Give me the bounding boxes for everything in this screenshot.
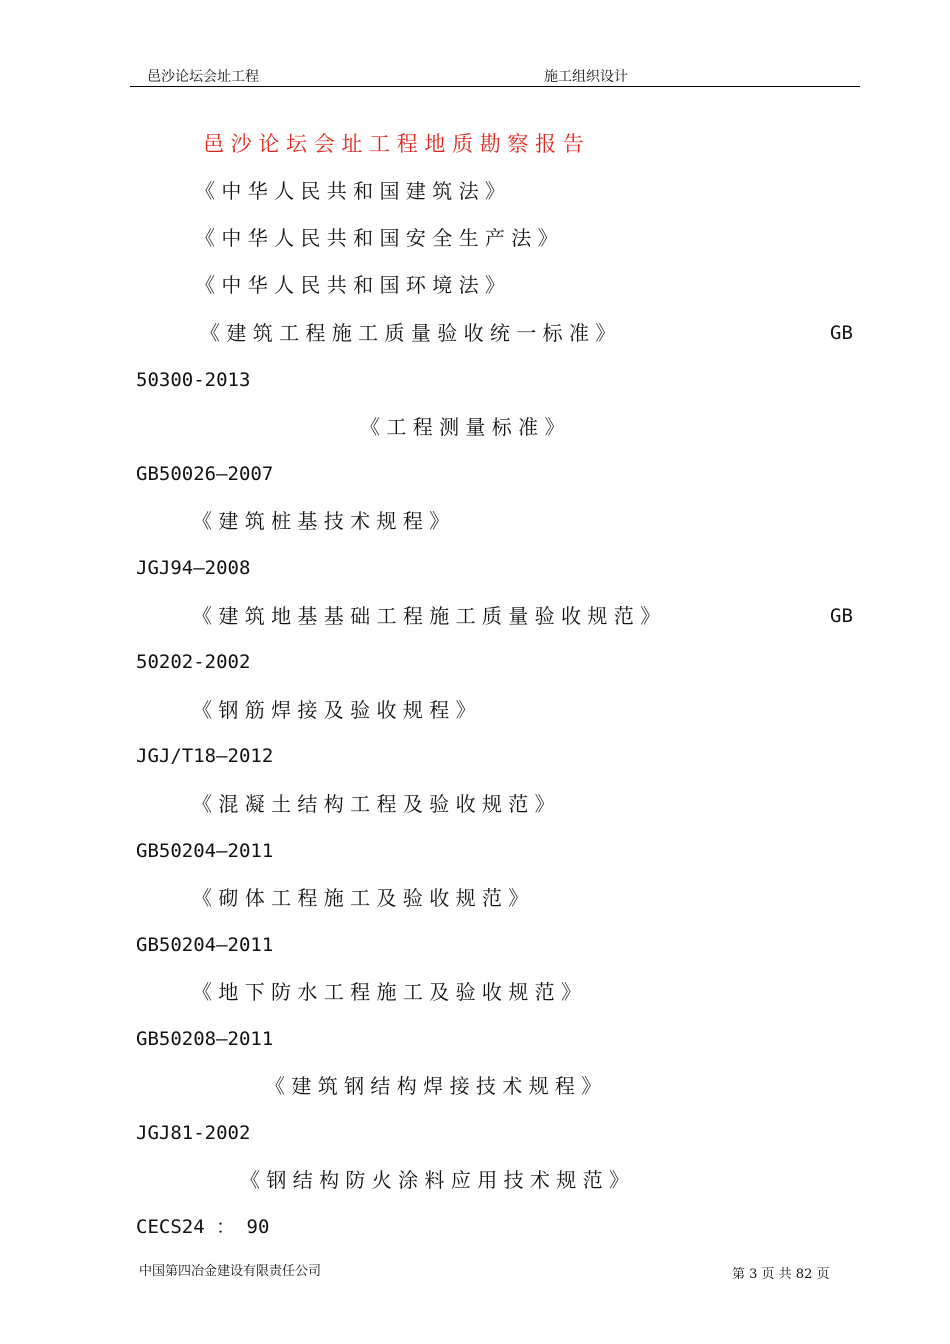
footer-company: 中国第四冶金建设有限责任公司 (139, 1264, 322, 1279)
regulation-item: 《 中 华 人 民 共 和 国 环 境 法 》 (195, 273, 505, 297)
footer-page-number: 第 3 页 共 82 页 (732, 1267, 830, 1282)
standard-code: GB50208—2011 (136, 1028, 274, 1050)
regulation-item: 《 中 华 人 民 共 和 国 建 筑 法 》 (195, 179, 505, 203)
header-project-name: 邑沙论坛会址工程 (147, 69, 259, 85)
regulation-item: 《 建 筑 钢 结 构 焊 接 技 术 规 程 》 (265, 1074, 602, 1098)
document-title: 邑 沙 论 坛 会 址 工 程 地 质 勘 察 报 告 (203, 132, 584, 156)
regulation-item: 《 钢 结 构 防 火 涂 料 应 用 技 术 规 范 》 (240, 1168, 630, 1192)
standard-code: 50202-2002 (136, 651, 251, 673)
regulation-item: 《 混 凝 土 结 构 工 程 及 验 收 规 范 》 (192, 792, 555, 816)
standard-code: GB50204—2011 (136, 840, 274, 862)
header-divider (130, 86, 860, 87)
regulation-item: 《 砌 体 工 程 施 工 及 验 收 规 范 》 (192, 886, 529, 910)
standard-code-prefix: GB (830, 322, 853, 344)
standard-code: JGJ81-2002 (136, 1122, 251, 1144)
header-doc-type: 施工组织设计 (544, 69, 628, 85)
regulation-item: 《 工 程 测 量 标 准 》 (360, 415, 565, 439)
standard-code: JGJ/T18—2012 (136, 745, 274, 767)
standard-code: JGJ94—2008 (136, 557, 251, 579)
regulation-item: 《 地 下 防 水 工 程 施 工 及 验 收 规 范 》 (192, 980, 582, 1004)
standard-code-prefix: GB (830, 605, 853, 627)
regulation-item: 《 建 筑 桩 基 技 术 规 程 》 (192, 509, 450, 533)
standard-code: 50300-2013 (136, 369, 251, 391)
regulation-item: 《 中 华 人 民 共 和 国 安 全 生 产 法 》 (195, 226, 558, 250)
standard-code: CECS24 ： 90 (136, 1216, 270, 1238)
standard-code: GB50026—2007 (136, 463, 274, 485)
regulation-item: 《 钢 筋 焊 接 及 验 收 规 程 》 (192, 698, 476, 722)
regulation-item: 《 建 筑 工 程 施 工 质 量 验 收 统 一 标 准 》 (200, 321, 616, 345)
regulation-item: 《 建 筑 地 基 基 础 工 程 施 工 质 量 验 收 规 范 》 (192, 604, 661, 628)
standard-code: GB50204—2011 (136, 934, 274, 956)
